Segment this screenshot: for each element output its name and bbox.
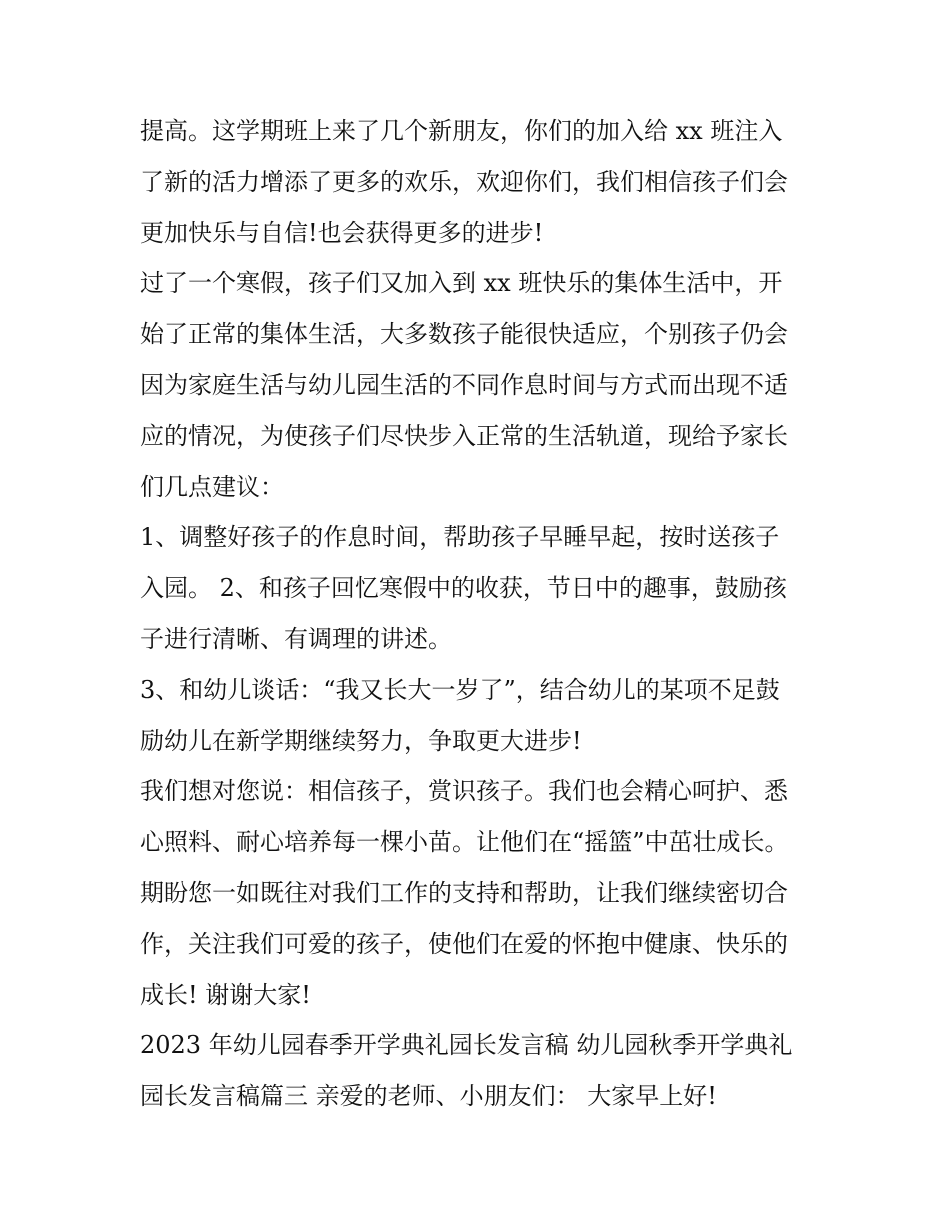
text-line: 始了正常的集体生活，大多数孩子能很快适应，个别孩子仍会	[140, 320, 788, 349]
text-line: 子进行清晰、有调理的讲述。	[140, 624, 452, 653]
text-line: 过了一个寒假，孩子们又加入到 xx 班快乐的集体生活中，开	[140, 269, 783, 298]
text-line: 期盼您一如既往对我们工作的支持和帮助，让我们继续密切合	[140, 878, 788, 907]
text-line: 我们想对您说：相信孩子，赏识孩子。我们也会精心呵护、悉	[140, 777, 788, 806]
text-line: 1、调整好孩子的作息时间，帮助孩子早睡早起，按时送孩子	[140, 523, 780, 552]
text-line: 因为家庭生活与幼儿园生活的不同作息时间与方式而出现不适	[140, 370, 788, 399]
text-line: 2023 年幼儿园春季开学典礼园长发言稿 幼儿园秋季开学典礼	[140, 1031, 793, 1060]
text-line: 作，关注我们可爱的孩子，使他们在爱的怀抱中健康、快乐的	[140, 929, 788, 958]
text-line: 入园。 2、和孩子回忆寒假中的收获，节日中的趣事，鼓励孩	[140, 574, 787, 603]
text-line: 们几点建议：	[140, 472, 284, 501]
text-line: 园长发言稿篇三 亲爱的老师、小朋友们： 大家早上好!	[140, 1082, 717, 1111]
text-line: 更加快乐与自信!也会获得更多的进步!	[140, 218, 544, 247]
document-body	[140, 106, 820, 1122]
text-line: 应的情况，为使孩子们尽快步入正常的生活轨道，现给予家长	[140, 421, 788, 450]
text-line: 3、和幼儿谈话：“我又长大一岁了”，结合幼儿的某项不足鼓	[140, 675, 780, 704]
text-line: 了新的活力增添了更多的欢乐，欢迎你们，我们相信孩子们会	[140, 167, 788, 196]
text-line: 心照料、耐心培养每一棵小苗。让他们在“摇篮”中茁壮成长。	[140, 828, 789, 857]
text-line: 提高。这学期班上来了几个新朋友，你们的加入给 xx 班注入	[140, 117, 783, 145]
text-line: 成长! 谢谢大家!	[140, 980, 311, 1009]
text-line: 励幼儿在新学期继续努力，争取更大进步!	[140, 726, 582, 755]
